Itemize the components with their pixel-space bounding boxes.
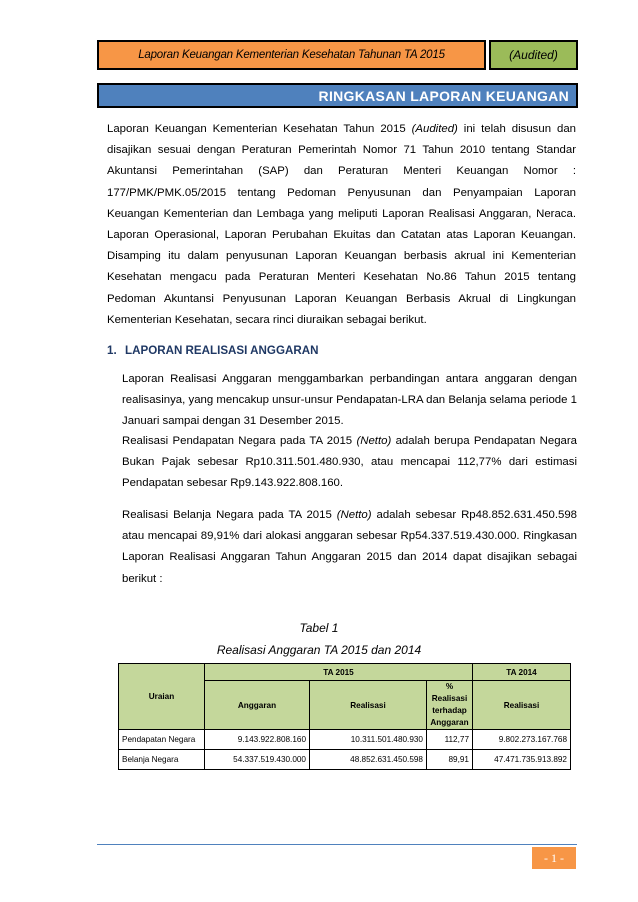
section-1-title: LAPORAN REALISASI ANGGARAN	[125, 344, 319, 357]
lra-paragraph-2	[122, 431, 577, 495]
header-ta2014: TA 2014	[473, 664, 571, 681]
header-pct-line3: Anggaran	[430, 718, 469, 727]
intro-paragraph	[107, 119, 576, 331]
intro-text-start: Laporan Keuangan Kementerian Kesehatan Tahun 2015	[107, 123, 412, 135]
lra-paragraph-3	[122, 505, 577, 590]
table-caption-number: Tabel 1	[299, 621, 339, 635]
intro-audited-italic: (Audited)	[411, 123, 458, 135]
table-caption-title: Realisasi Anggaran TA 2015 dan 2014	[216, 643, 422, 657]
table-row	[119, 750, 571, 770]
intro-text-rest: ini telah disusun dan disajikan sesuai dengan Peraturan Pemerintah Nomor 71 Tahun 2010 tentang Standar Akuntansi Pemerintahan (SAP) dan Peraturan Menteri Keuangan Nomor : 177/PMK/PMK.05/2015 tentang Pedoman Penyusunan dan Penyampaian Laporan Keuangan Kementerian dan Lembaga yang meliputi Laporan Realisasi Anggaran, Neraca. Laporan Operasional, Laporan Perubahan Ekuitas dan Catatan atas Laporan Keuangan. Disamping itu dalam penyusunan Laporan Keuangan berbasis akrual ini Kementerian Kesehatan mengacu pada Peraturan Menteri Kesehatan No.86 Tahun 2015 tentang Pedoman Akuntansi Penyusunan Laporan Keuangan Berbasis Akrual di Lingkungan Kementerian Kesehatan, secara rinci diuraikan sebagai berikut.	[107, 123, 576, 326]
footer-divider	[97, 844, 577, 845]
header-pct-realisasi	[427, 681, 473, 730]
row-label: Belanja Negara	[119, 750, 205, 770]
table-row	[119, 730, 571, 750]
row-pct: 89,91	[427, 750, 473, 770]
audit-status-badge: (Audited)	[489, 40, 578, 70]
row-label: Pendapatan Negara	[119, 730, 205, 750]
section-1-heading	[107, 344, 318, 357]
header-realisasi-2014: Realisasi	[473, 681, 571, 730]
row-anggaran: 9.143.922.808.160	[205, 730, 310, 750]
page-number: - 1 -	[532, 847, 576, 869]
header-ta2015: TA 2015	[205, 664, 473, 681]
p2-netto-italic: (Netto)	[356, 435, 392, 447]
document-header-title: Laporan Keuangan Kementerian Kesehatan Tahunan TA 2015	[97, 40, 486, 70]
header-realisasi-2015: Realisasi	[310, 681, 427, 730]
section-title-bar	[97, 83, 578, 108]
row-realisasi: 10.311.501.480.930	[310, 730, 427, 750]
budget-realization-table	[118, 663, 571, 770]
p2-text-rest: adalah berupa Pendapatan Negara Bukan Pajak sebesar Rp10.311.501.480.930, atau mencapai 112,77% dari estimasi Pendapatan sebesar Rp9.143.922.808.160.	[122, 435, 577, 490]
section-1-number: 1.	[107, 344, 117, 357]
p2-text-start: Realisasi Pendapatan Negara pada TA 2015	[122, 435, 357, 447]
row-realisasi-2014: 9.802.273.167.768	[473, 730, 571, 750]
row-anggaran: 54.337.519.430.000	[205, 750, 310, 770]
header-pct-line1: % Realisasi	[431, 682, 468, 703]
p3-text-rest: adalah sebesar Rp48.852.631.450.598 atau mencapai 89,91% dari alokasi anggaran sebesar Rp54.337.519.430.000. Ringkasan Laporan Realisasi Anggaran Tahun Anggaran 2015 dan 2014 dapat disajikan sebagai berikut :	[122, 509, 577, 585]
section-title: RINGKASAN LAPORAN KEUANGAN	[318, 87, 569, 104]
header-anggaran: Anggaran	[205, 681, 310, 730]
row-realisasi-2014: 47.471.735.913.892	[473, 750, 571, 770]
header-uraian: Uraian	[119, 664, 205, 730]
p3-netto-italic: (Netto)	[336, 509, 372, 521]
row-realisasi: 48.852.631.450.598	[310, 750, 427, 770]
p3-text-start: Realisasi Belanja Negara pada TA 2015	[122, 509, 337, 521]
row-pct: 112,77	[427, 730, 473, 750]
lra-paragraph-1: Laporan Realisasi Anggaran menggambarkan perbandingan antara anggaran dengan realisasinya, yang mencakup unsur-unsur Pendapatan-LRA dan Belanja selama periode 1 Januari sampai dengan 31 Desember 2015.	[122, 373, 577, 428]
header-pct-line2: terhadap	[432, 706, 467, 715]
